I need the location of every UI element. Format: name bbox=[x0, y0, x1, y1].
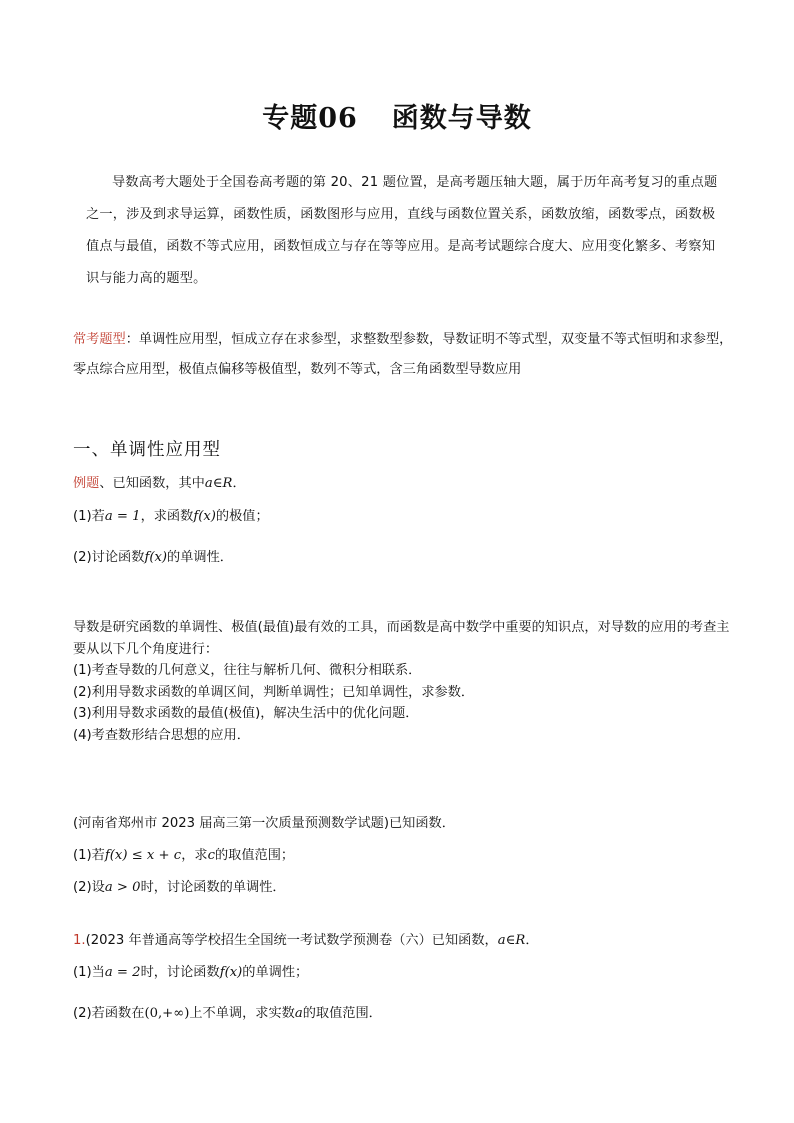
problem-1-number: 1. bbox=[73, 933, 86, 948]
common-types-paragraph bbox=[73, 325, 733, 385]
math-condition: a∈R bbox=[204, 476, 233, 491]
example-label: 例题 bbox=[73, 476, 100, 491]
problem-1-intro: 1.(2023 年普通高等学校招生全国统一考试数学预测卷（六）已知函数，a∈R． bbox=[73, 933, 539, 948]
example-question-1: (1)若a = 1，求函数f(x)的极值； bbox=[73, 509, 269, 524]
common-types-label: 常考题型 bbox=[73, 332, 126, 347]
example-question-2: (2)讨论函数f(x)的单调性． bbox=[73, 550, 233, 565]
problem-hn-question-2: (2)设a > 0时，讨论函数的单调性． bbox=[73, 880, 286, 895]
section-heading: 一、单调性应用型 bbox=[73, 440, 221, 460]
page-title bbox=[0, 96, 794, 135]
title-sub: 函数与导数 bbox=[391, 103, 532, 134]
problem-hn-intro: (河南省郑州市 2023 届高三第一次质量预测数学试题)已知函数． bbox=[73, 816, 455, 831]
notes-item-3: (3)利用导数求函数的最值(极值)，解决生活中的优化问题． bbox=[73, 706, 419, 721]
example-line: 例题、已知函数，其中a∈R． bbox=[73, 476, 246, 491]
notes-intro: 导数是研究函数的单调性、极值(最值)最有效的工具，而函数是高中数学中重要的知识点，对导数的应用的考查主要从以下几个角度进行： bbox=[73, 620, 730, 657]
problem-1-question-2: (2)若函数在(0,+∞)上不单调，求实数a的取值范围． bbox=[73, 1006, 382, 1021]
notes-item-2: (2)利用导数求函数的单调区间，判断单调性；已知单调性，求参数． bbox=[73, 684, 475, 700]
notes-item-1: (1)考查导数的几何意义，往往与解析几何、微积分相联系． bbox=[73, 663, 422, 678]
intro-paragraph: 导数高考大题处于全国卷高考题的第 20、21 题位置，是高考题压轴大题，属于历年高考复习的重点题之一，涉及到求导运算，函数性质，函数图形与应用，直线与函数位置关系，函数放缩，函数零点，函数极值点与最值，函数不等式应用，函数恒成立与存在等等应用。是高考试题综合度大、应用变化繁多、考察知识与能力高的题型。 bbox=[86, 175, 718, 286]
problem-hn-question-1: (1)若f(x) ≤ x + c，求c的取值范围； bbox=[73, 848, 295, 863]
problem-1-question-1: (1)当a = 2时，讨论函数f(x)的单调性； bbox=[73, 965, 309, 980]
notes-block bbox=[73, 617, 733, 746]
common-types-text: ：单调性应用型，恒成立存在求参型，求整数型参数，导数证明不等式型，双变量不等式恒明和求参型，零点综合应用型，极值点偏移等极值型，数列不等式，含三角函数型导数应用 bbox=[73, 332, 733, 377]
notes-item-4: (4)考查数形结合思想的应用． bbox=[73, 727, 250, 743]
title-main: 专题06 bbox=[262, 103, 358, 134]
